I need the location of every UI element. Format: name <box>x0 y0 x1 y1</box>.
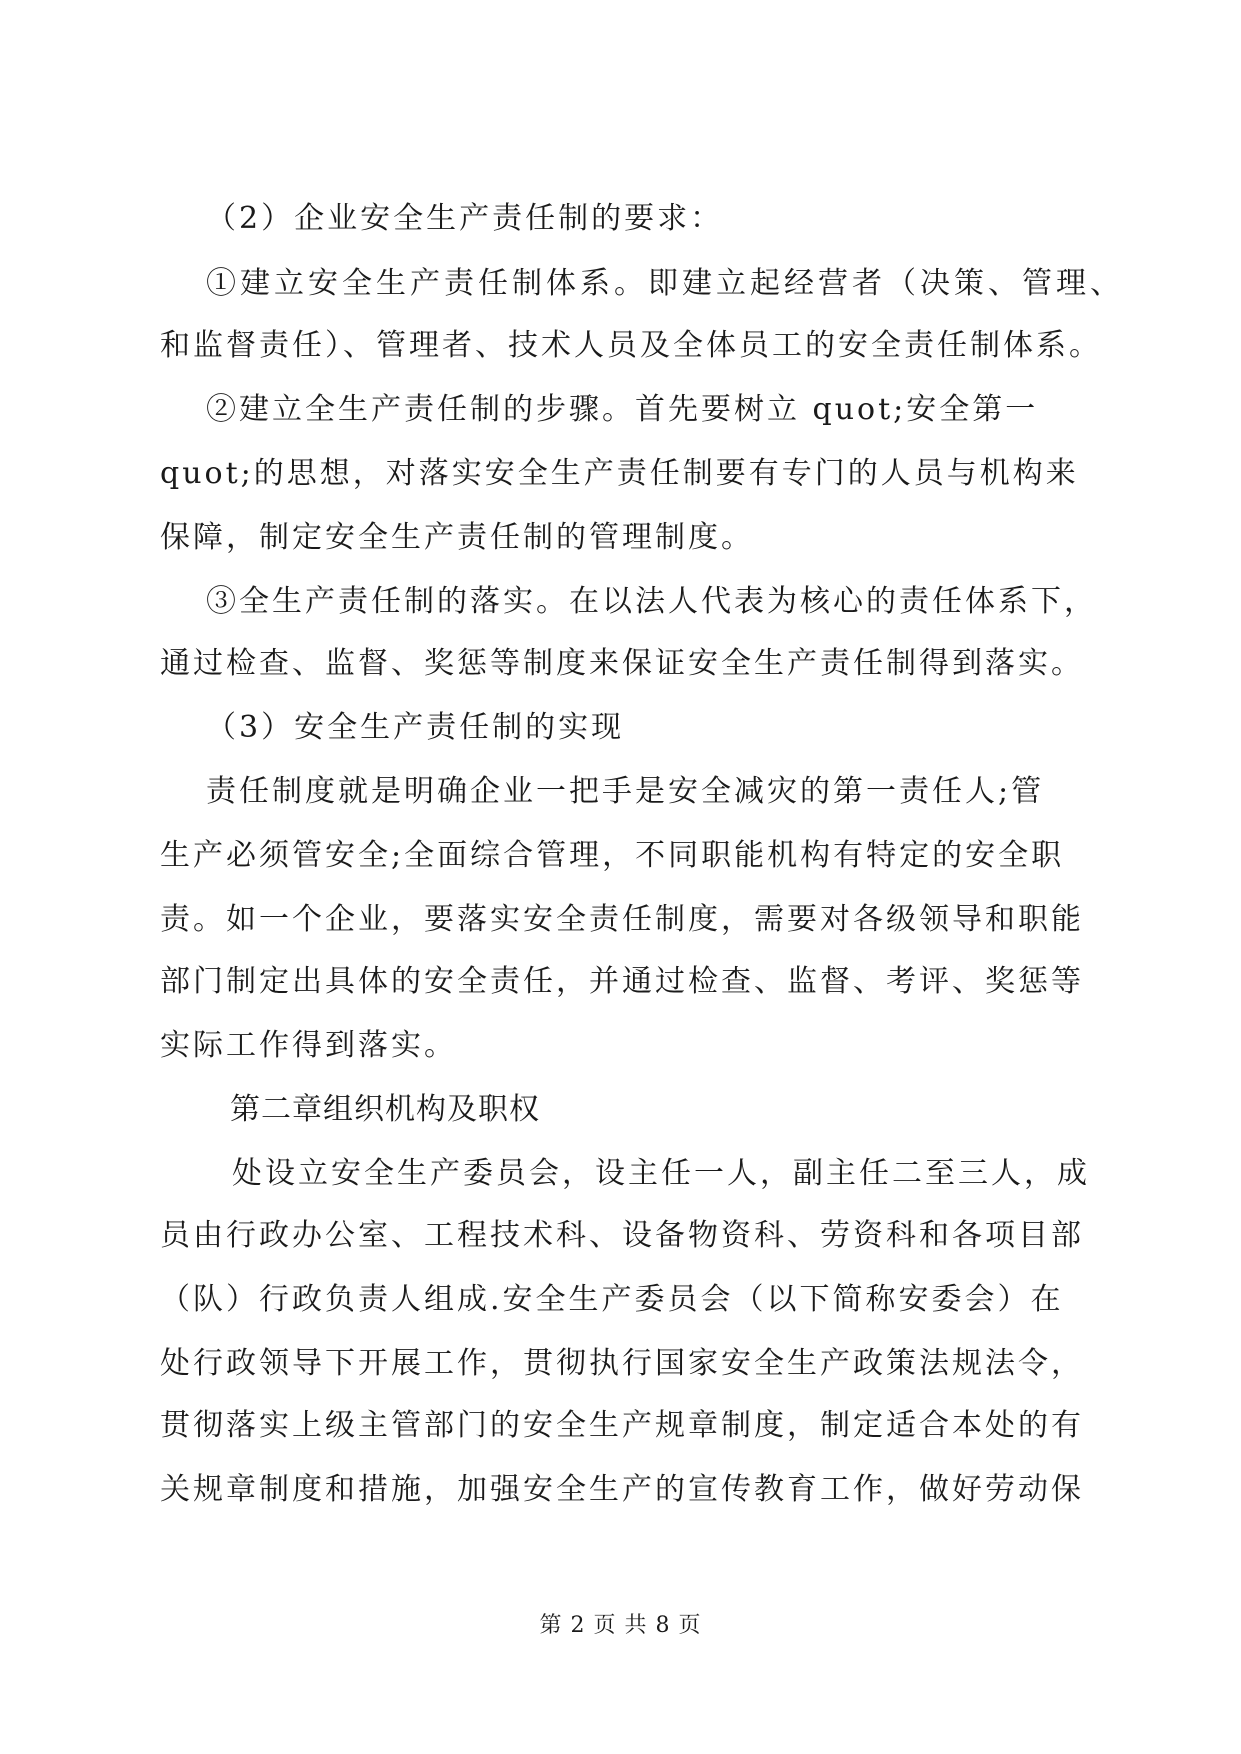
text-line: ②建立全生产责任制的步骤。首先要树立 quot;安全第一 <box>206 392 1039 427</box>
text-line: 和监督责任）、管理者、技术人员及全体员工的安全责任制体系。 <box>160 328 1102 363</box>
text-line: 处设立安全生产委员会，设主任一人，副主任二至三人，成 <box>232 1156 1090 1191</box>
paragraph-heading-3: （3）安全生产责任制的实现 <box>206 710 625 745</box>
text-line: quot;的思想，对落实安全生产责任制要有专门的人员与机构来 <box>160 456 1079 491</box>
text-line: 部门制定出具体的安全责任，并通过检查、监督、考评、奖惩等 <box>160 964 1084 999</box>
text-line: 责。如一个企业，要落实安全责任制度，需要对各级领导和职能 <box>160 902 1084 937</box>
page-number-footer: 第 2 页 共 8 页 <box>539 1613 702 1638</box>
text-line: 贯彻落实上级主管部门的安全生产规章制度，制定适合本处的有 <box>160 1408 1084 1443</box>
text-line: ①建立安全生产责任制体系。即建立起经营者（决策、管理、 <box>206 266 1124 301</box>
text-line: 实际工作得到落实。 <box>160 1028 457 1063</box>
text-line: 通过检查、监督、奖惩等制度来保证安全生产责任制得到落实。 <box>160 646 1084 681</box>
paragraph-heading-2: （2）企业安全生产责任制的要求： <box>206 201 724 236</box>
text-line: 处行政领导下开展工作，贯彻执行国家安全生产政策法规法令， <box>160 1346 1084 1381</box>
text-line: 关规章制度和措施，加强安全生产的宣传教育工作，做好劳动保 <box>160 1472 1084 1507</box>
text-line: 保障，制定安全生产责任制的管理制度。 <box>160 520 754 555</box>
text-line: ③全生产责任制的落实。在以法人代表为核心的责任体系下， <box>206 584 1097 619</box>
text-line: 员由行政办公室、工程技术科、设备物资科、劳资科和各项目部 <box>160 1218 1084 1253</box>
text-line: 生产必须管安全;全面综合管理，不同职能机构有特定的安全职 <box>160 838 1065 873</box>
text-line: （队）行政负责人组成.安全生产委员会（以下简称安委会）在 <box>160 1282 1064 1317</box>
chapter-title: 第二章组织机构及职权 <box>230 1092 540 1127</box>
text-line: 责任制度就是明确企业一把手是安全减灾的第一责任人;管 <box>206 774 1045 809</box>
